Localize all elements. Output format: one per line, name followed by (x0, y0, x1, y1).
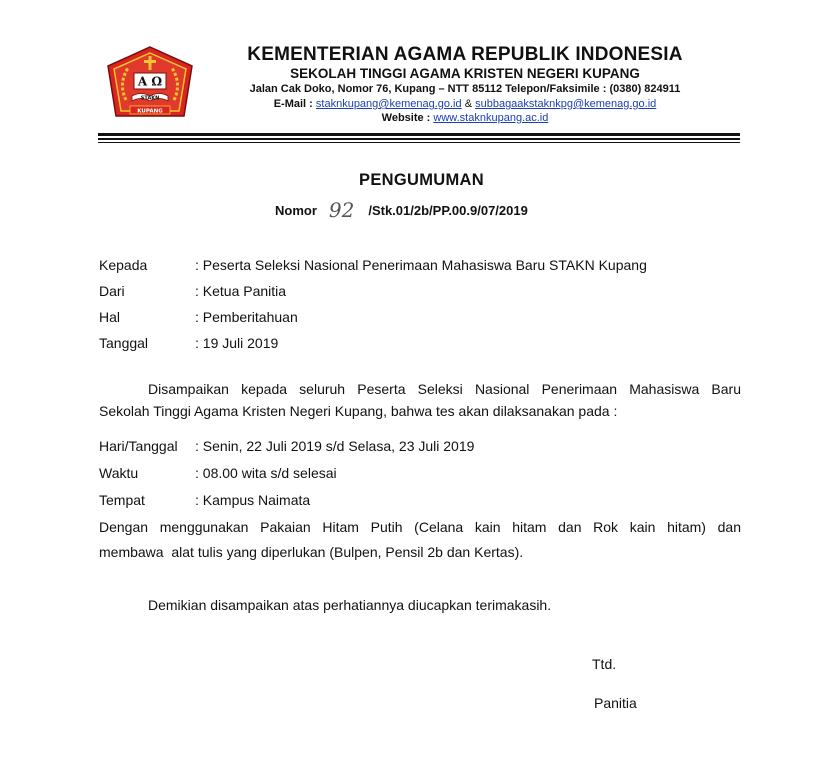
handwritten-number: 92 (328, 198, 355, 222)
logo-text: STAKN (140, 95, 160, 102)
logo-letters: A Ω (137, 74, 163, 89)
website-link[interactable]: www.staknkupang.ac.id (433, 112, 549, 124)
website-line (205, 111, 725, 125)
field-value-kepada: : Peserta Seleksi Nasional Penerimaan Mahasiswa Baru STAKN Kupang (195, 257, 647, 273)
institution-name: SEKOLAH TINGGI AGAMA KRISTEN NEGERI KUPANG (290, 66, 640, 81)
ministry-name: KEMENTERIAN AGAMA REPUBLIK INDONESIA (247, 44, 683, 65)
institution-address: Jalan Cak Doko, Nomor 76, Kupang – NTT 85112 Telepon/Faksimile : (0380) 824911 (249, 83, 681, 95)
schedule-label-time: Waktu (99, 465, 139, 481)
schedule-value-place: : Kampus Naimata (195, 492, 311, 508)
field-value-tanggal: : 19 Juli 2019 (195, 335, 279, 351)
header-rule-mid (98, 138, 740, 140)
field-label-dari: Dari (99, 283, 125, 299)
header-rule-thick (98, 133, 740, 136)
field-value-hal: : Pemberitahuan (195, 309, 298, 325)
number-label: Nomor (275, 203, 317, 218)
dress-line-2: membawa alat tulis yang diperlukan (Bulpen, Pensil 2b dan Kertas). (99, 544, 524, 560)
document-number (275, 196, 528, 220)
institution-logo (104, 44, 196, 124)
email-label: E-Mail : (273, 98, 313, 110)
closing-text: Demikian disampaikan atas perhatiannya diucapkan terimakasih. (148, 597, 552, 613)
email-separator: & (464, 98, 473, 110)
dress-line-1: Dengan menggunakan Pakaian Hitam Putih (Celana kain hitam dan Rok kain hitam) dan (99, 519, 741, 535)
field-label-hal: Hal (99, 309, 121, 325)
schedule-value-date: : Senin, 22 Juli 2019 s/d Selasa, 23 Juli 2019 (195, 438, 475, 454)
email-line (205, 97, 725, 111)
schedule-label-date: Hari/Tanggal (99, 438, 178, 454)
field-label-kepada: Kepada (99, 257, 148, 273)
logo-ribbon: KUPANG (137, 108, 163, 115)
letterhead (205, 44, 725, 125)
intro-line-2: Sekolah Tinggi Agama Kristen Negeri Kupang, bahwa tes akan dilaksanakan pada : (99, 403, 618, 419)
field-value-dari: : Ketua Panitia (195, 283, 287, 299)
schedule-label-place: Tempat (99, 492, 145, 508)
email-link-1[interactable]: staknkupang@kemenag.go.id (315, 98, 462, 110)
website-label: Website : (381, 112, 431, 124)
document-title: PENGUMUMAN (359, 171, 484, 189)
signer-name: Panitia (594, 695, 637, 711)
schedule-value-time: : 08.00 wita s/d selesai (195, 465, 337, 481)
field-label-tanggal: Tanggal (99, 335, 149, 351)
header-rule-thin (98, 142, 740, 143)
intro-line-1: Disampaikan kepada seluruh Peserta Seleksi Nasional Penerimaan Mahasiswa Baru (148, 381, 741, 397)
number-code: /Stk.01/2b/PP.00.9/07/2019 (368, 203, 528, 218)
email-link-2[interactable]: subbagaakstaknkpg@kemenag.go.id (475, 98, 657, 110)
signoff-text: Ttd. (592, 656, 617, 672)
